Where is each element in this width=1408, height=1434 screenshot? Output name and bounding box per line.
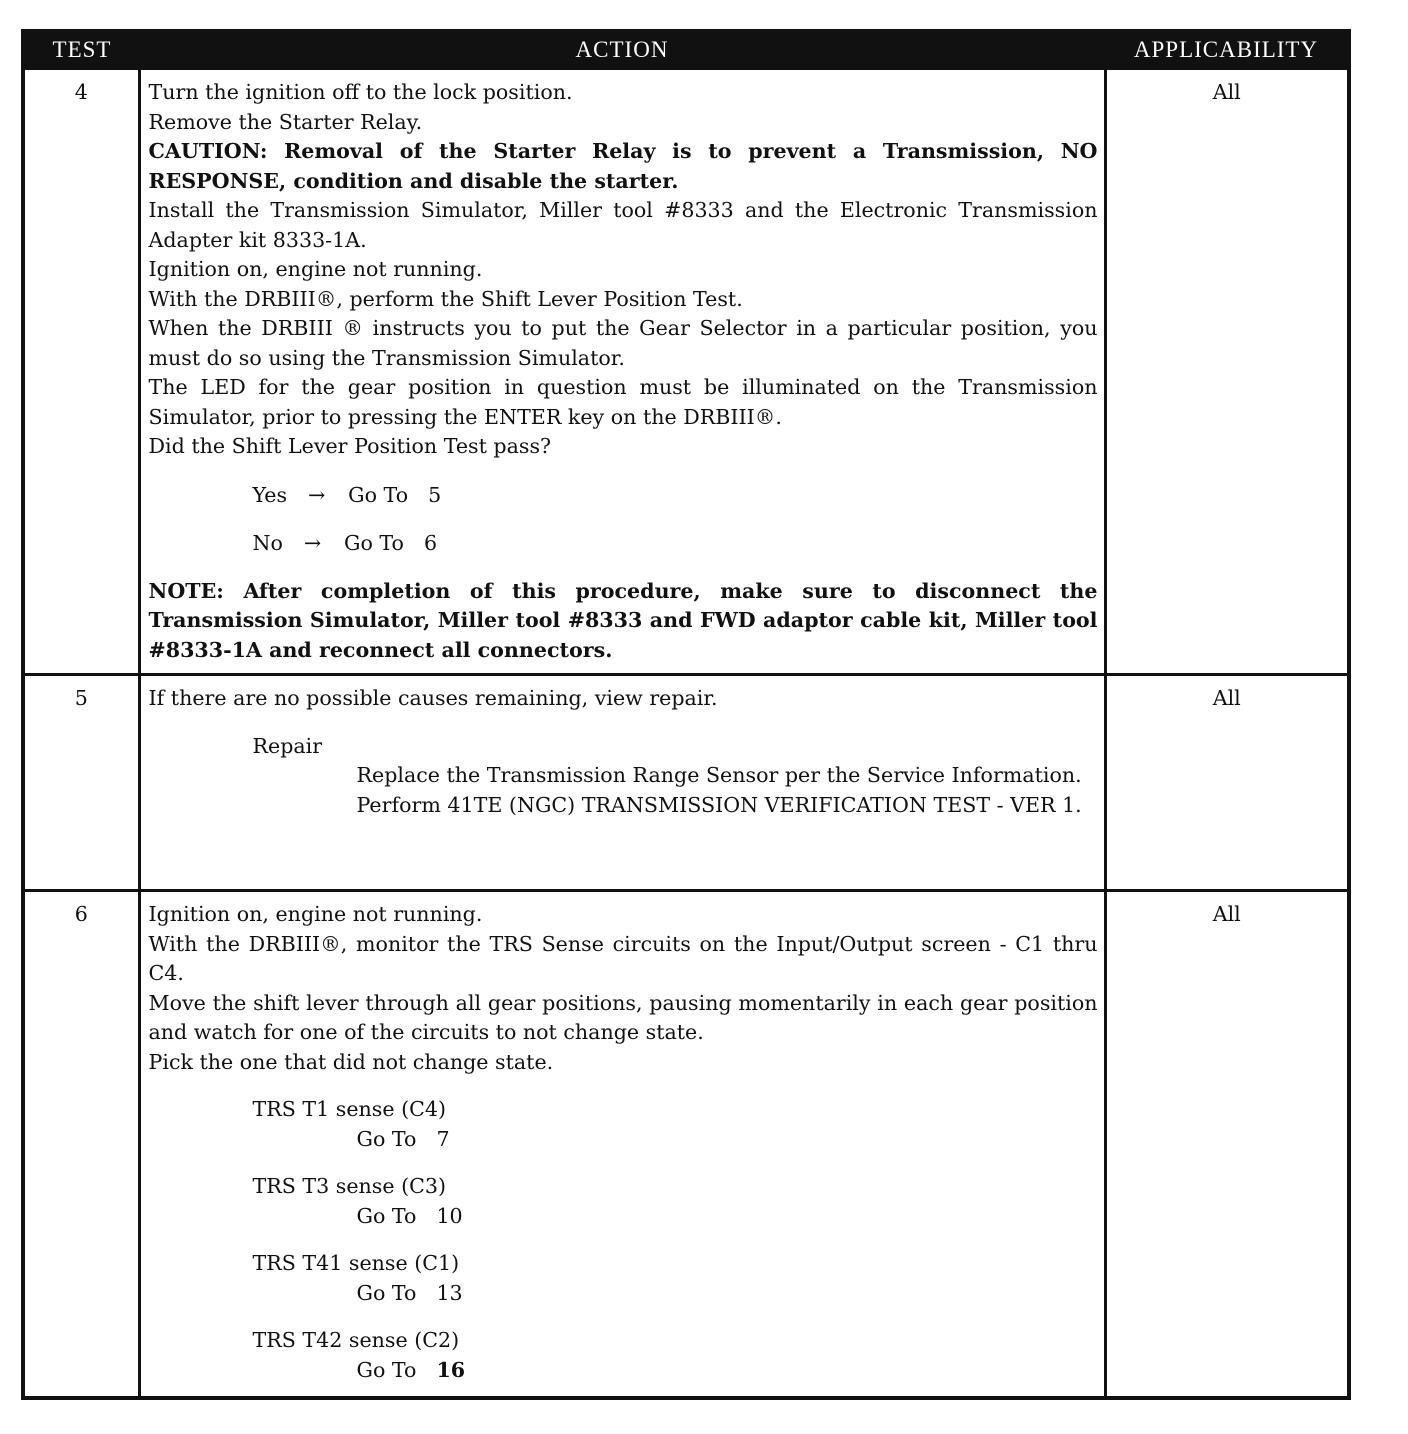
- repair-step: Replace the Transmission Range Sensor per the Service Information.: [356, 763, 1082, 787]
- action-line: Install the Transmission Simulator, Miller tool #8333 and the Electronic Transmission Adapter kit 8333-1A.: [148, 198, 1098, 252]
- goto-label: Go To: [356, 1357, 417, 1382]
- action-line: Move the shift lever through all gear positions, pausing momentarily in each gear position and watch for one of the circuits to not change state.: [148, 990, 1098, 1044]
- action-line: Turn the ignition off to the lock position.: [148, 80, 573, 104]
- arrow-icon: →: [307, 482, 326, 507]
- goto-target: 10: [436, 1203, 463, 1228]
- option-goto: [357, 1202, 1098, 1232]
- option-label: TRS T41 sense (C1): [252, 1251, 460, 1275]
- action-line: With the DRBIII®, monitor the TRS Sense circuits on the Input/Output screen - C1 thru C4.: [148, 931, 1098, 985]
- table-row: [23, 891, 1349, 1398]
- header-action: ACTION: [139, 31, 1105, 69]
- arrow-icon: →: [303, 531, 322, 555]
- goto-target: 5: [428, 482, 442, 507]
- action-cell: [139, 69, 1105, 675]
- goto-label: Go To: [356, 1280, 417, 1305]
- option-label: TRS T42 sense (C2): [252, 1328, 460, 1352]
- table-header-row: [23, 31, 1349, 69]
- action-line: The LED for the gear position in question must be illuminated on the Transmission Simulator, prior to pressing the ENTER key on the DRBIII®.: [148, 375, 1098, 429]
- action-cell: [139, 891, 1105, 1398]
- goto-target: 7: [436, 1126, 450, 1151]
- option-label: TRS T3 sense (C3): [252, 1174, 447, 1198]
- header-applicability: APPLICABILITY: [1105, 31, 1349, 69]
- test-number: 4: [23, 69, 139, 675]
- option-goto: [357, 1279, 1098, 1309]
- action-line: Ignition on, engine not running.: [148, 902, 483, 926]
- action-line: When the DRBIII ® instructs you to put the Gear Selector in a particular position, you must do so using the Transmission Simulator.: [148, 316, 1098, 370]
- option-label: TRS T1 sense (C4): [252, 1097, 447, 1121]
- option-goto: [357, 1125, 1098, 1155]
- action-line: With the DRBIII®, perform the Shift Lever Position Test.: [148, 286, 743, 311]
- caution-text: CAUTION: Removal of the Starter Relay is to prevent a Transmission, NO RESPONSE, condition and disable the starter.: [148, 139, 1098, 193]
- option-goto: [357, 1356, 1098, 1386]
- diagnostic-test-table: [21, 29, 1351, 1400]
- goto-label: Go To: [348, 482, 409, 507]
- action-line: Pick the one that did not change state.: [148, 1049, 554, 1074]
- goto-target: 13: [436, 1280, 463, 1305]
- applicability-value: All: [1105, 69, 1349, 675]
- action-line: Remove the Starter Relay.: [148, 109, 423, 134]
- goto-label: Go To: [356, 1126, 417, 1151]
- branch-yes: [253, 481, 1098, 511]
- action-cell: [139, 675, 1105, 891]
- table-row: [23, 675, 1349, 891]
- table-row: [23, 69, 1349, 675]
- header-test: TEST: [23, 31, 139, 69]
- test-number: 6: [23, 891, 139, 1398]
- note-text: NOTE: After completion of this procedure, make sure to disconnect the Transmission Simulator, Miller tool #8333 and FWD adaptor cable kit, Miller tool #8333-1A and reconnect all connectors.: [148, 578, 1098, 662]
- action-line: Did the Shift Lever Position Test pass?: [148, 434, 552, 458]
- branch-no: [253, 529, 1098, 559]
- action-line: If there are no possible causes remaining, view repair.: [148, 686, 718, 710]
- branch-answer: No: [252, 531, 283, 555]
- goto-label: Go To: [356, 1203, 417, 1228]
- goto-label: Go To: [344, 531, 404, 555]
- applicability-value: All: [1105, 891, 1349, 1398]
- repair-label: Repair: [252, 733, 323, 758]
- branch-answer: Yes: [252, 482, 288, 507]
- applicability-value: All: [1105, 675, 1349, 891]
- test-number: 5: [23, 675, 139, 891]
- repair-step: Perform 41TE (NGC) TRANSMISSION VERIFICATION TEST - VER 1.: [356, 792, 1082, 817]
- goto-target: 6: [423, 531, 438, 555]
- action-line: Ignition on, engine not running.: [148, 257, 483, 281]
- goto-target: 16: [436, 1357, 466, 1382]
